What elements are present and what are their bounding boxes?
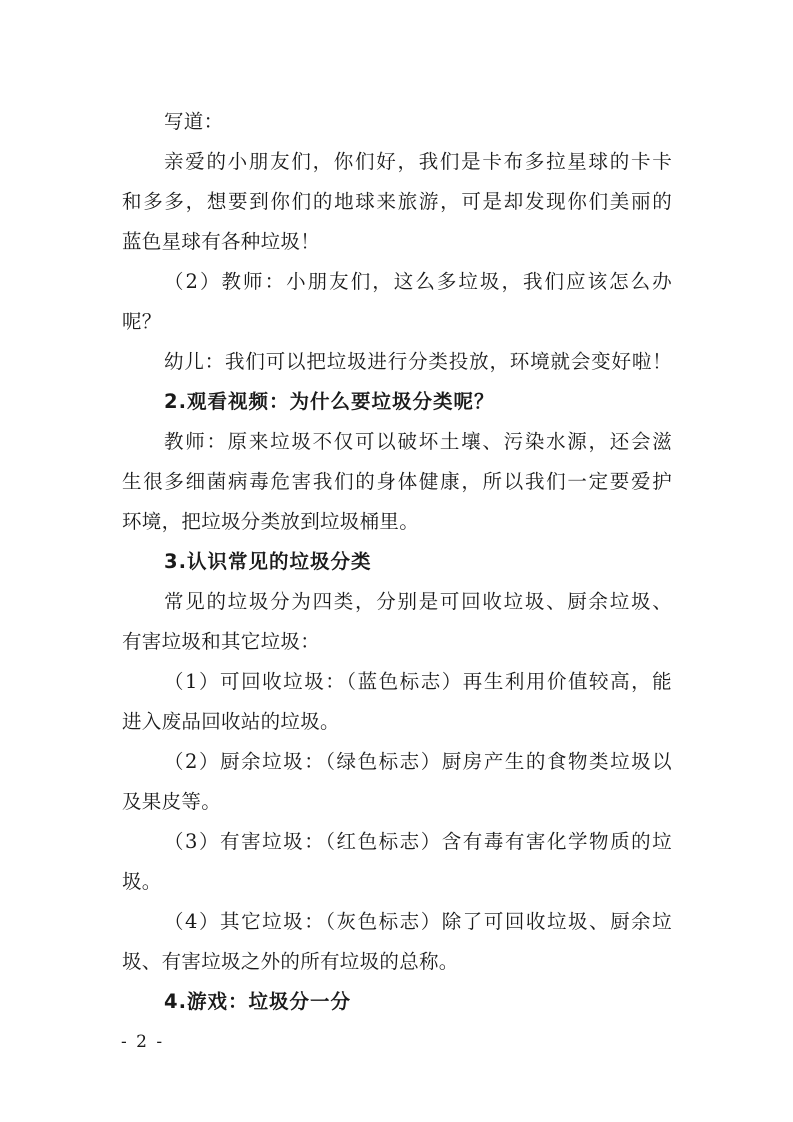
text-line: 写道： bbox=[164, 110, 224, 133]
text-line: 及果皮等。 bbox=[122, 790, 222, 813]
text-line: 进入废品回收站的垃圾。 bbox=[122, 710, 340, 733]
text-line: 圾、有害垃圾之外的所有垃圾的总称。 bbox=[122, 950, 459, 973]
page-number: - 2 - bbox=[121, 1032, 165, 1052]
text-line: 教师：原来垃圾不仅可以破坏土壤、污染水源，还会滋 bbox=[164, 430, 672, 453]
text-line: （2）教师：小朋友们，这么多垃圾，我们应该怎么办 bbox=[164, 270, 672, 293]
section-heading: 3.认识常见的垃圾分类 bbox=[164, 550, 372, 573]
text-line: 环境，把垃圾分类放到垃圾桶里。 bbox=[122, 510, 420, 533]
section-heading: 2.观看视频：为什么要垃圾分类呢？ bbox=[164, 390, 495, 413]
section-heading: 4.游戏：垃圾分一分 bbox=[164, 990, 351, 1013]
text-line: （2）厨余垃圾：（绿色标志）厨房产生的食物类垃圾以 bbox=[164, 750, 672, 773]
text-line: （1）可回收垃圾：（蓝色标志）再生利用价值较高，能 bbox=[164, 670, 672, 693]
text-line: 和多多，想要到你们的地球来旅游，可是却发现你们美丽的 bbox=[122, 190, 672, 213]
text-line: （4）其它垃圾：（灰色标志）除了可回收垃圾、厨余垃 bbox=[164, 910, 672, 933]
text-line: 生很多细菌病毒危害我们的身体健康，所以我们一定要爱护 bbox=[122, 470, 672, 493]
text-line: 圾。 bbox=[122, 870, 162, 893]
text-line: 亲爱的小朋友们，你们好，我们是卡布多拉星球的卡卡 bbox=[164, 150, 672, 173]
text-line: 幼儿：我们可以把垃圾进行分类投放，环境就会变好啦！ bbox=[164, 350, 672, 373]
text-line: 呢？ bbox=[122, 310, 162, 333]
text-line: （3）有害垃圾：（红色标志）含有毒有害化学物质的垃 bbox=[164, 830, 672, 853]
text-line: 蓝色星球有各种垃圾！ bbox=[122, 230, 321, 253]
text-line: 有害垃圾和其它垃圾： bbox=[122, 630, 321, 653]
text-line: 常见的垃圾分为四类，分别是可回收垃圾、厨余垃圾、 bbox=[164, 590, 672, 613]
